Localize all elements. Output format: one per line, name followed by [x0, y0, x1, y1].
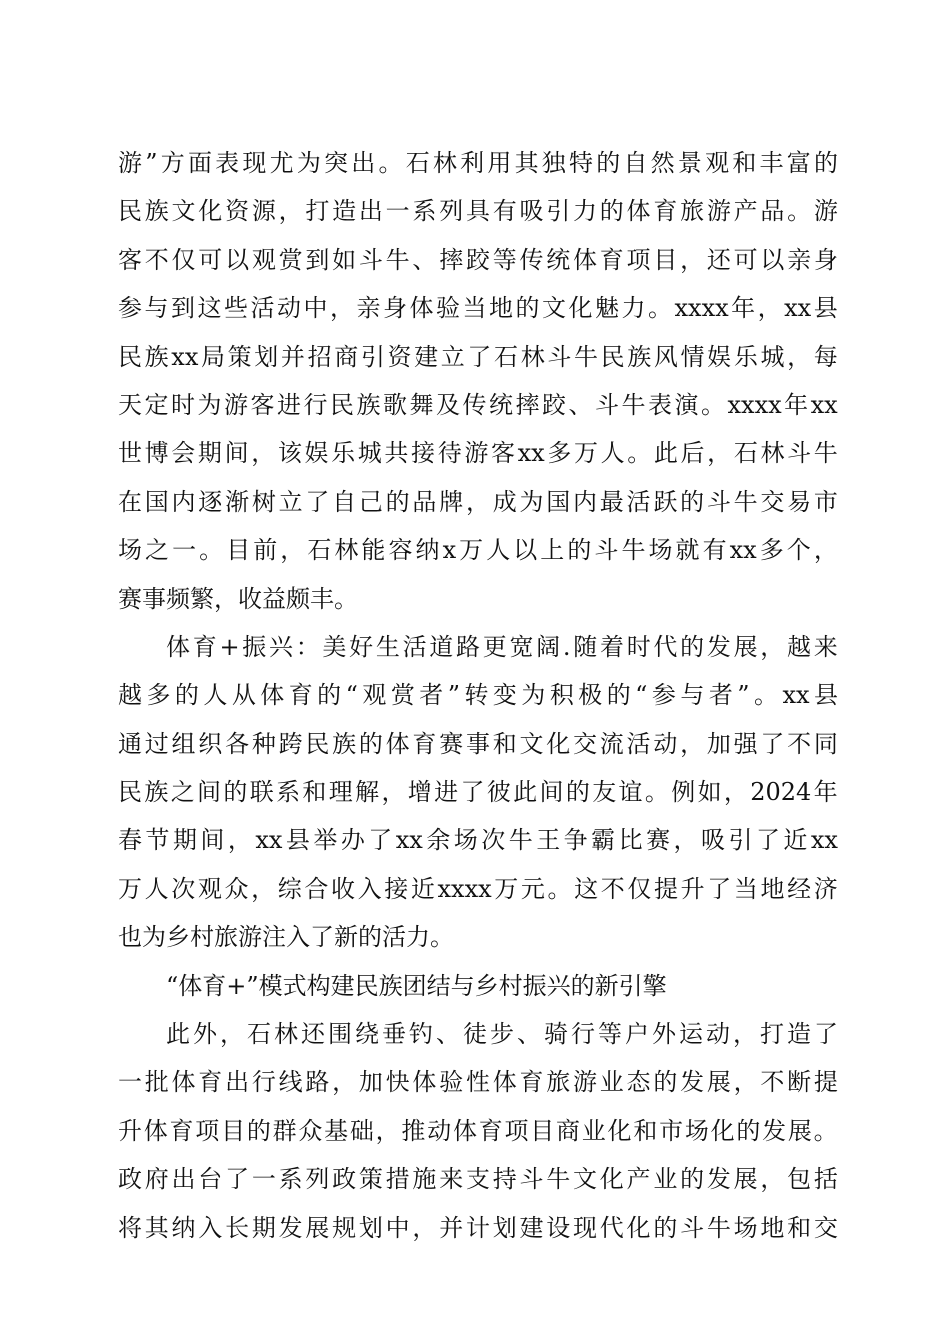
text-line: 民 族 xx 局 策 划 并 招 商 引 资 建 立 了 石 林 斗 牛 民 族 风 情 娱 乐 城 ， 每 — [118, 342, 838, 371]
text-line: 春 节 期 间 ， xx 县 举 办 了 xx 余 场 次 牛 王 争 霸 比 赛 ， 吸 引 了 近 xx — [118, 826, 838, 855]
text-line: 通 过 组 织 各 种 跨 民 族 的 体 育 赛 事 和 文 化 交 流 活 动 ， 加 强 了 不 同 — [118, 729, 838, 758]
text-line: 参 与 到 这 些 活 动 中 ， 亲 身 体 验 当 地 的 文 化 魅 力 。 xxxx 年 ， xx 县 — [118, 294, 838, 323]
text-line: 民 族 之 间 的 联 系 和 理 解 ， 增 进 了 彼 此 间 的 友 谊 。 例 如 ， 2024 年 — [118, 778, 838, 807]
text-line: 游 ” 方 面 表 现 尤 为 突 出 。 石 林 利 用 其 独 特 的 自 然 景 观 和 丰 富 的 — [118, 149, 838, 177]
text-line: 此 外 ， 石 林 还 围 绕 垂 钓 、 徒 步 、 骑 行 等 户 外 运 动 ， 打 造 了 — [166, 1020, 838, 1049]
text-line: 在 国 内 逐 渐 树 立 了 自 己 的 品 牌 ， 成 为 国 内 最 活 跃 的 斗 牛 交 易 市 — [118, 487, 838, 516]
text-line: 天 定 时 为 游 客 进 行 民 族 歌 舞 及 传 统 摔 跤 、 斗 牛 表 演 。 xxxx 年 xx — [118, 390, 838, 419]
text-line: 政 府 出 台 了 一 系 列 政 策 措 施 来 支 持 斗 牛 文 化 产 业 的 发 展 ， 包 括 — [118, 1165, 838, 1194]
text-line: 越 多 的 人 从 体 育 的 “ 观 赏 者 ” 转 变 为 积 极 的 “ 参 与 者 ” 。 xx 县 — [118, 681, 838, 710]
section-heading: “体育+”模式构建民族团结与乡村振兴的新引擎 — [166, 971, 667, 1000]
text-line: 也为乡村旅游注入了新的活力。 — [118, 923, 454, 952]
text-line: 将 其 纳 入 长 期 发 展 规 划 中 ， 并 计 划 建 设 现 代 化 的 斗 牛 场 地 和 交 — [118, 1213, 838, 1242]
text-line: 升 体 育 项 目 的 群 众 基 础 ， 推 动 体 育 项 目 商 业 化 和 市 场 化 的 发 展 。 — [118, 1116, 838, 1145]
text-line: 客 不 仅 可 以 观 赏 到 如 斗 牛 、 摔 跤 等 传 统 体 育 项 目 ， 还 可 以 亲 身 — [118, 245, 838, 274]
text-line: 万 人 次 观 众 ， 综 合 收 入 接 近 xxxx 万 元 。 这 不 仅 提 升 了 当 地 经 济 — [118, 874, 838, 903]
text-line: 体 育 + 振 兴 ： 美 好 生 活 道 路 更 宽 阔 . 随 着 时 代 的 发 展 ， 越 来 — [166, 632, 838, 661]
text-line: 世 博 会 期 间 ， 该 娱 乐 城 共 接 待 游 客 xx 多 万 人 。 此 后 ， 石 林 斗 牛 — [118, 439, 838, 468]
text-line: 一 批 体 育 出 行 线 路 ， 加 快 体 验 性 体 育 旅 游 业 态 的 发 展 ， 不 断 提 — [118, 1068, 838, 1097]
document-body — [118, 139, 838, 1252]
text-line: 场 之 一 。 目 前 ， 石 林 能 容 纳 x 万 人 以 上 的 斗 牛 场 就 有 xx 多 个 ， — [118, 536, 838, 565]
text-line: 民 族 文 化 资 源 ， 打 造 出 一 系 列 具 有 吸 引 力 的 体 育 旅 游 产 品 。 游 — [118, 197, 838, 226]
text-line: 赛事频繁，收益颇丰。 — [118, 584, 358, 613]
